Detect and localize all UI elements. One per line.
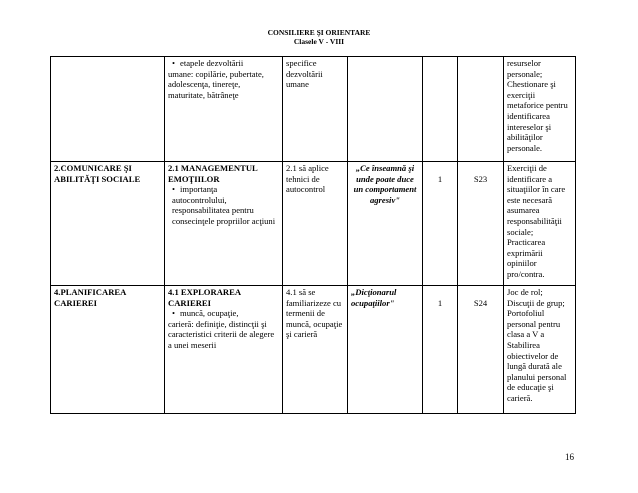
hours-cell: 1 <box>423 286 458 414</box>
activity-cell: „Dicţionarul ocupaţiilor" <box>348 286 423 414</box>
bullet-icon: • <box>172 308 176 319</box>
methods-cell: Exerciţii de identificare a situaţiilor în care este necesară asumarea responsabilităţii sociale; Practicarea exprimării opiniilor pro/contra. <box>504 162 576 286</box>
hours-cell <box>423 57 458 162</box>
domain-cell <box>51 57 165 162</box>
bullet-item: • muncă, ocupaţie, <box>172 308 239 319</box>
domain-cell: 4.PLANIFICAREA CARIEREI <box>51 286 165 414</box>
week-cell: S24 <box>458 286 504 414</box>
content-unit-cell: 2.1 MANAGEMENTUL EMOŢIILOR • importanţa autocontrolului, responsabilitatea pentru consecinţele propriilor acţiuni <box>165 162 283 286</box>
methods-cell: Joc de rol; Discuţii de grup; Portofoliul personal pentru clasa a V a Stabilirea obiectivelor de lungă durată ale planului personal de educaţie şi carieră. <box>504 286 576 414</box>
activity-cell: „Ce înseamnă şi unde poate duce un comportament agresiv" <box>348 162 423 286</box>
objective-cell: 2.1 să aplice tehnici de autocontrol <box>283 162 348 286</box>
document-header <box>0 28 638 46</box>
content-unit-cell: 4.1 EXPLORAREA CARIEREI • muncă, ocupaţie, carieră: definiţie, distincţii şi caracteristici criterii de alegere a unei meserii <box>165 286 283 414</box>
activity-cell <box>348 57 423 162</box>
bullet-item: • etapele dezvoltării <box>172 58 244 68</box>
table-row <box>51 286 576 414</box>
objective-cell: 4.1 să se familiarizeze cu termenii de muncă, ocupaţie şi carieră <box>283 286 348 414</box>
table-row <box>51 162 576 286</box>
page-number: 16 <box>565 452 574 462</box>
unit-title: 4.1 EXPLORAREA CARIEREI <box>168 287 241 308</box>
bullet-item: • importanţa <box>172 184 218 195</box>
planning-table <box>50 56 576 414</box>
hours-cell: 1 <box>423 162 458 286</box>
document-subtitle: Clasele V - VIII <box>293 37 345 46</box>
unit-title: 2.1 MANAGEMENTUL EMOŢIILOR <box>168 163 258 184</box>
week-cell <box>458 57 504 162</box>
bullet-icon: • <box>172 184 176 195</box>
bullet-icon: • <box>172 58 176 68</box>
table-row <box>51 57 576 162</box>
document-title: CONSILIERE ŞI ORIENTARE <box>267 28 371 37</box>
objective-cell: specifice dezvoltării umane <box>283 57 348 162</box>
domain-cell: 2.COMUNICARE ŞI ABILITĂŢI SOCIALE <box>51 162 165 286</box>
methods-cell: resurselor personale; Chestionare şi exerciţii metaforice pentru identificarea intereselor şi abilităţilor personale. <box>504 57 576 162</box>
week-cell: S23 <box>458 162 504 286</box>
content-unit-cell: • etapele dezvoltării umane: copilărie, pubertate, adolescenţa, tinereţe, maturitate, bătrâneţe <box>165 57 283 162</box>
